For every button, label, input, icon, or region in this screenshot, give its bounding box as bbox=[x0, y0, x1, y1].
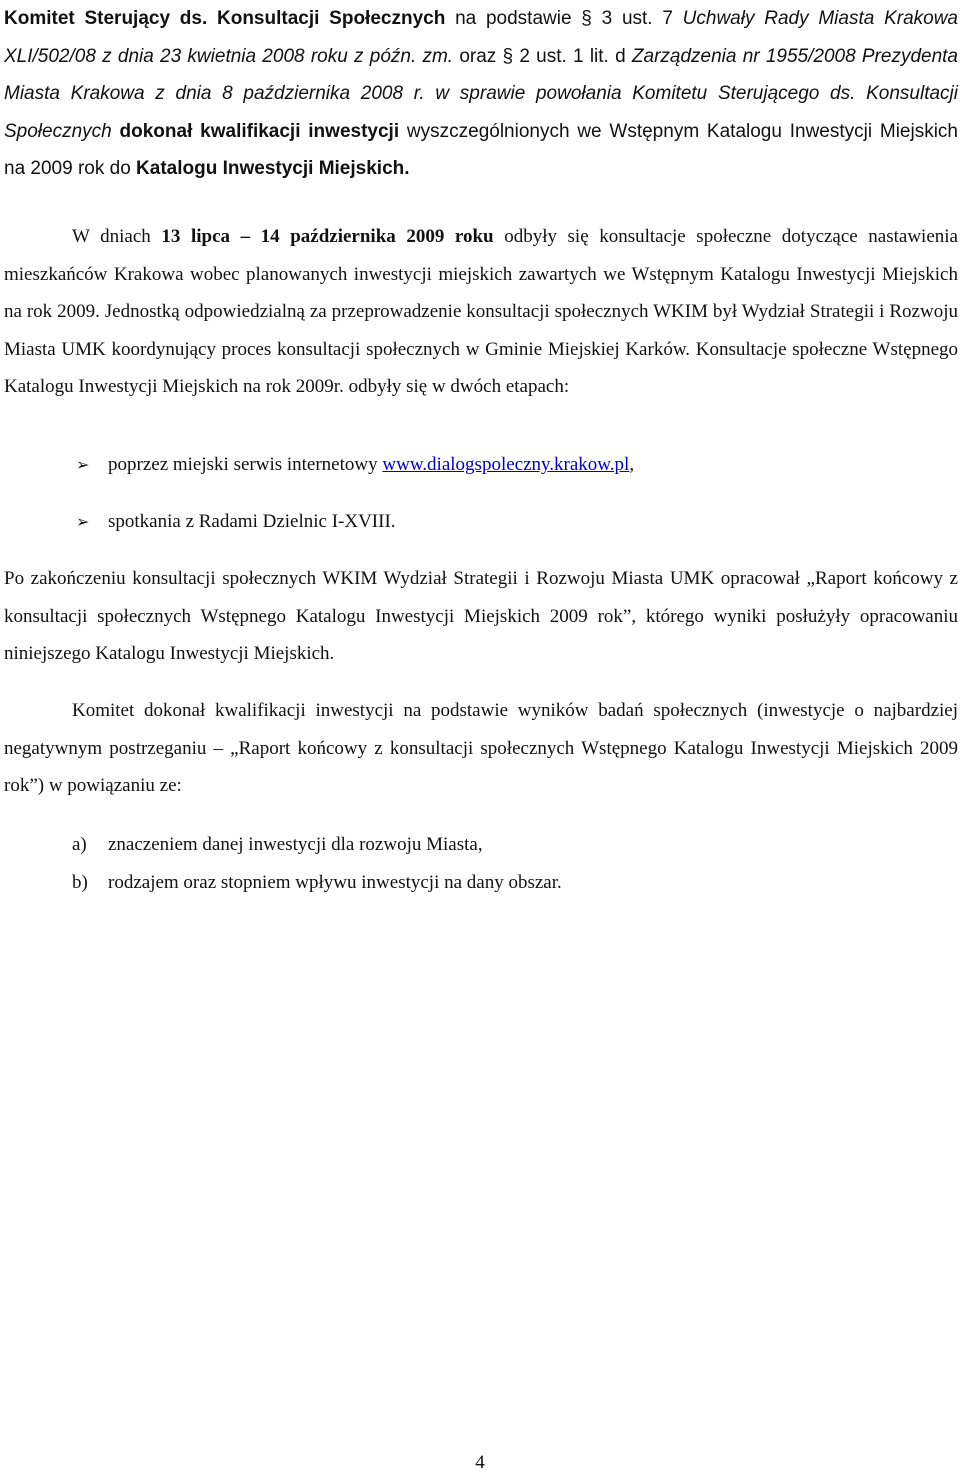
arrow-bullet-icon: ➢ bbox=[76, 512, 90, 531]
list-item-text: znaczeniem danej inwestycji dla rozwoju Miasta, bbox=[108, 834, 483, 855]
text-fragment: na podstawie bbox=[445, 8, 582, 29]
list-item bbox=[4, 446, 958, 483]
list-item-text: poprzez miejski serwis internetowy bbox=[108, 454, 383, 475]
list-item bbox=[4, 864, 958, 902]
text-fragment: Jednostką odpowiedzialną za przeprowadzenie konsultacji społecznych WKIM był Wydział Strategii i Rozwoju Miasta UMK koordynujący proces konsultacji społecznych w Gminie Miejskiej Karków. Konsultacje społeczne Wstępnego Katalogu Inwestycji Miejskich na rok 2009r. odbyły się w dwóch etapach: bbox=[4, 301, 958, 397]
consultation-dates: 13 lipca – 14 października 2009 roku bbox=[161, 226, 494, 247]
resolution-reference: Uchwały Rady Miasta Krakowa XLI/502/08 z dnia 23 kwietnia 2008 roku z późn. zm. bbox=[4, 8, 958, 67]
text-fragment: odbyły się konsultacje społeczne dotyczące nastawienia mieszkańców Krakowa wobec planowanych inwestycji miejskich zawartych we Wstępnym Katalogu Inwestycji Miejskich na rok 2009. bbox=[4, 226, 958, 322]
consultation-stages-list bbox=[4, 446, 958, 560]
paragraph-consultations bbox=[4, 218, 958, 406]
list-item bbox=[4, 503, 958, 540]
committee-name: Komitet Sterujący ds. Konsultacji Społecznych bbox=[4, 8, 446, 29]
list-item bbox=[4, 826, 958, 864]
text-fragment: oraz bbox=[453, 45, 503, 67]
page-number: 4 bbox=[475, 1452, 485, 1473]
list-marker: b) bbox=[72, 871, 88, 893]
list-item-text: rodzajem oraz stopniem wpływu inwestycji na dany obszar. bbox=[108, 871, 562, 893]
paragraph-final-report: Po zakończeniu konsultacji społecznych WKIM Wydział Strategii i Rozwoju Miasta UMK opracował „Raport końcowy z konsultacji społecznych Wstępnego Katalogu Inwestycji Miejskich 2009 rok”, którego wyniki posłużyły opracowaniu niniejszego Katalogu Inwestycji Miejskich. bbox=[4, 568, 958, 664]
dialog-website-link[interactable]: www.dialogspoleczny.krakow.pl bbox=[382, 454, 630, 475]
paragraph-committee-basis bbox=[4, 0, 958, 188]
legal-reference: § 2 ust. 1 lit. d bbox=[502, 45, 626, 67]
ordinance-reference: Zarządzenia nr 1955/2008 Prezydenta Miasta Krakowa z dnia 8 października 2008 r. w sprawie powołania Komitetu Sterującego ds. Konsultacji Społecznych bbox=[4, 45, 958, 142]
arrow-bullet-icon: ➢ bbox=[76, 455, 90, 474]
criteria-list bbox=[4, 826, 958, 901]
list-item-punct: , bbox=[629, 454, 635, 475]
paragraph-qualification-criteria: Komitet dokonał kwalifikacji inwestycji na podstawie wyników badań społecznych (inwestycje o najbardziej negatywnym postrzeganiu – „Raport końcowy z konsultacji społecznych Wstępnego Katalogu Inwestycji Miejskich 2009 rok”) w powiązaniu ze: bbox=[4, 700, 958, 796]
text-fragment: wyszczególnionych we Wstępnym Katalogu Inwestycji Miejskich na 2009 rok do bbox=[4, 120, 959, 179]
action-phrase: dokonał kwalifikacji inwestycji bbox=[111, 120, 400, 142]
legal-reference: § 3 ust. 7 bbox=[581, 8, 673, 29]
list-item-text: spotkania z Radami Dzielnic I-XVIII. bbox=[108, 511, 396, 532]
catalog-name: Katalogu Inwestycji Miejskich. bbox=[136, 158, 410, 179]
text-fragment: W dniach bbox=[72, 226, 162, 247]
list-marker: a) bbox=[72, 834, 87, 855]
